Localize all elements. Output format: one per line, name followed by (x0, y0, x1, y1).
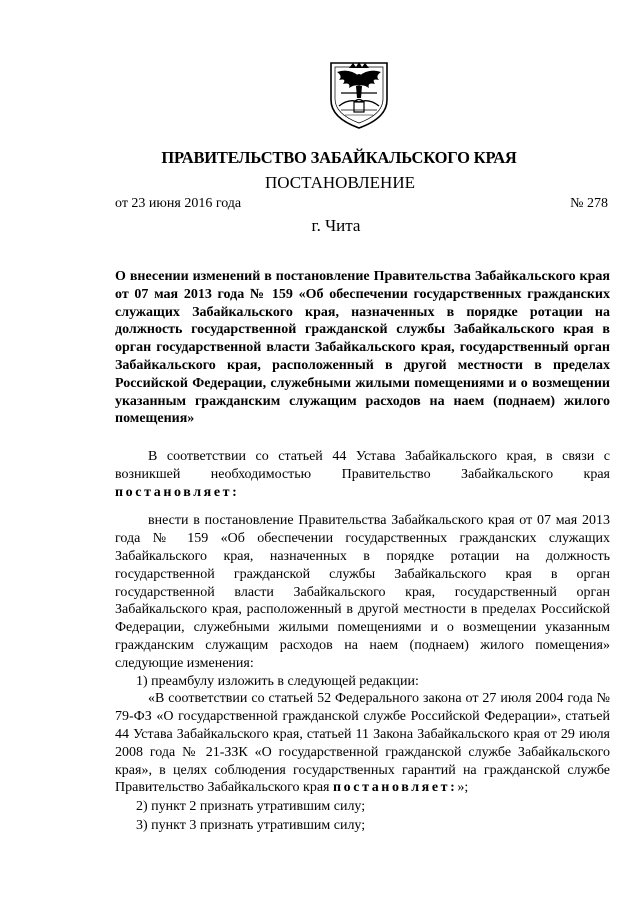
quote-decree-word: постановляет: (332, 780, 458, 796)
document-number: № 278 (570, 196, 608, 211)
organization-title: ПРАВИТЕЛЬСТВО ЗАБАЙКАЛЬСКОГО КРАЯ (161, 148, 517, 167)
quote-end: »; (457, 780, 469, 796)
quote-paragraph (115, 690, 610, 797)
main-paragraph: внести в постановление Правительства Забайкальского края от 07 мая 2013 года № 159 «Об обеспечении государственных гражданских служащих Забайкальского края, назначенных в порядке ротации на должность государственной гражданской службы Забайкальского края в орган государственной власти Забайкальского края, государственный орган Забайкальского края, расположенный в другой местности в пределах Российской Федерации, служебными жилыми помещениями и о возмещении указанным гражданским служащим расходов на наем (поднаем) жилого помещения» следующие изменения: (115, 513, 610, 671)
document-city: г. Чита (311, 216, 361, 235)
document-subject: О внесении изменений в постановление Правительства Забайкальского края от 07 мая 2013 года № 159 «Об обеспечении государственных гражданских служащих Забайкальского края, назначенных в порядке ротации на должность государственной гражданской службы Забайкальского края в орган государственной власти Забайкальского края, государственный орган Забайкальского края, расположенный в другой местности в пределах Российской Федерации, служебными жилыми помещениями и о возмещении указанным гражданским служащим расходов на наем (поднаем) жилого помещения» (115, 269, 610, 427)
list-item-1: 1) преамбулу изложить в следующей редакции: (136, 673, 419, 689)
decree-word: постановляет: (115, 484, 240, 500)
preamble-text: В соответствии со статьей 44 Устава Забайкальского края, в связи с возникшей необходимостью Правительство Забайкальского края (115, 449, 610, 482)
coat-of-arms-emblem (327, 60, 391, 130)
document-body (115, 448, 610, 835)
document-date: от 23 июня 2016 года (115, 196, 242, 211)
list-item-3: 3) пункт 3 признать утратившим силу; (136, 817, 366, 833)
quote-text: «В соответствии со статьей 52 Федерального закона от 27 июля 2004 года № 79-ФЗ «О государственной гражданской службе Российской Федерации», статьей 44 Устава Забайкальского края, статьей 11 Закона Забайкальского края от 29 июля 2008 года № 21-ЗЗК «О государственной гражданской службе Забайкальского края», в целях соблюдения государственных гарантий на гражданской службе Правительство Забайкальского края (115, 691, 610, 796)
document-type: ПОСТАНОВЛЕНИЕ (264, 173, 415, 192)
preamble-paragraph (115, 448, 610, 501)
list-item-2: 2) пункт 2 признать утратившим силу; (136, 799, 366, 815)
